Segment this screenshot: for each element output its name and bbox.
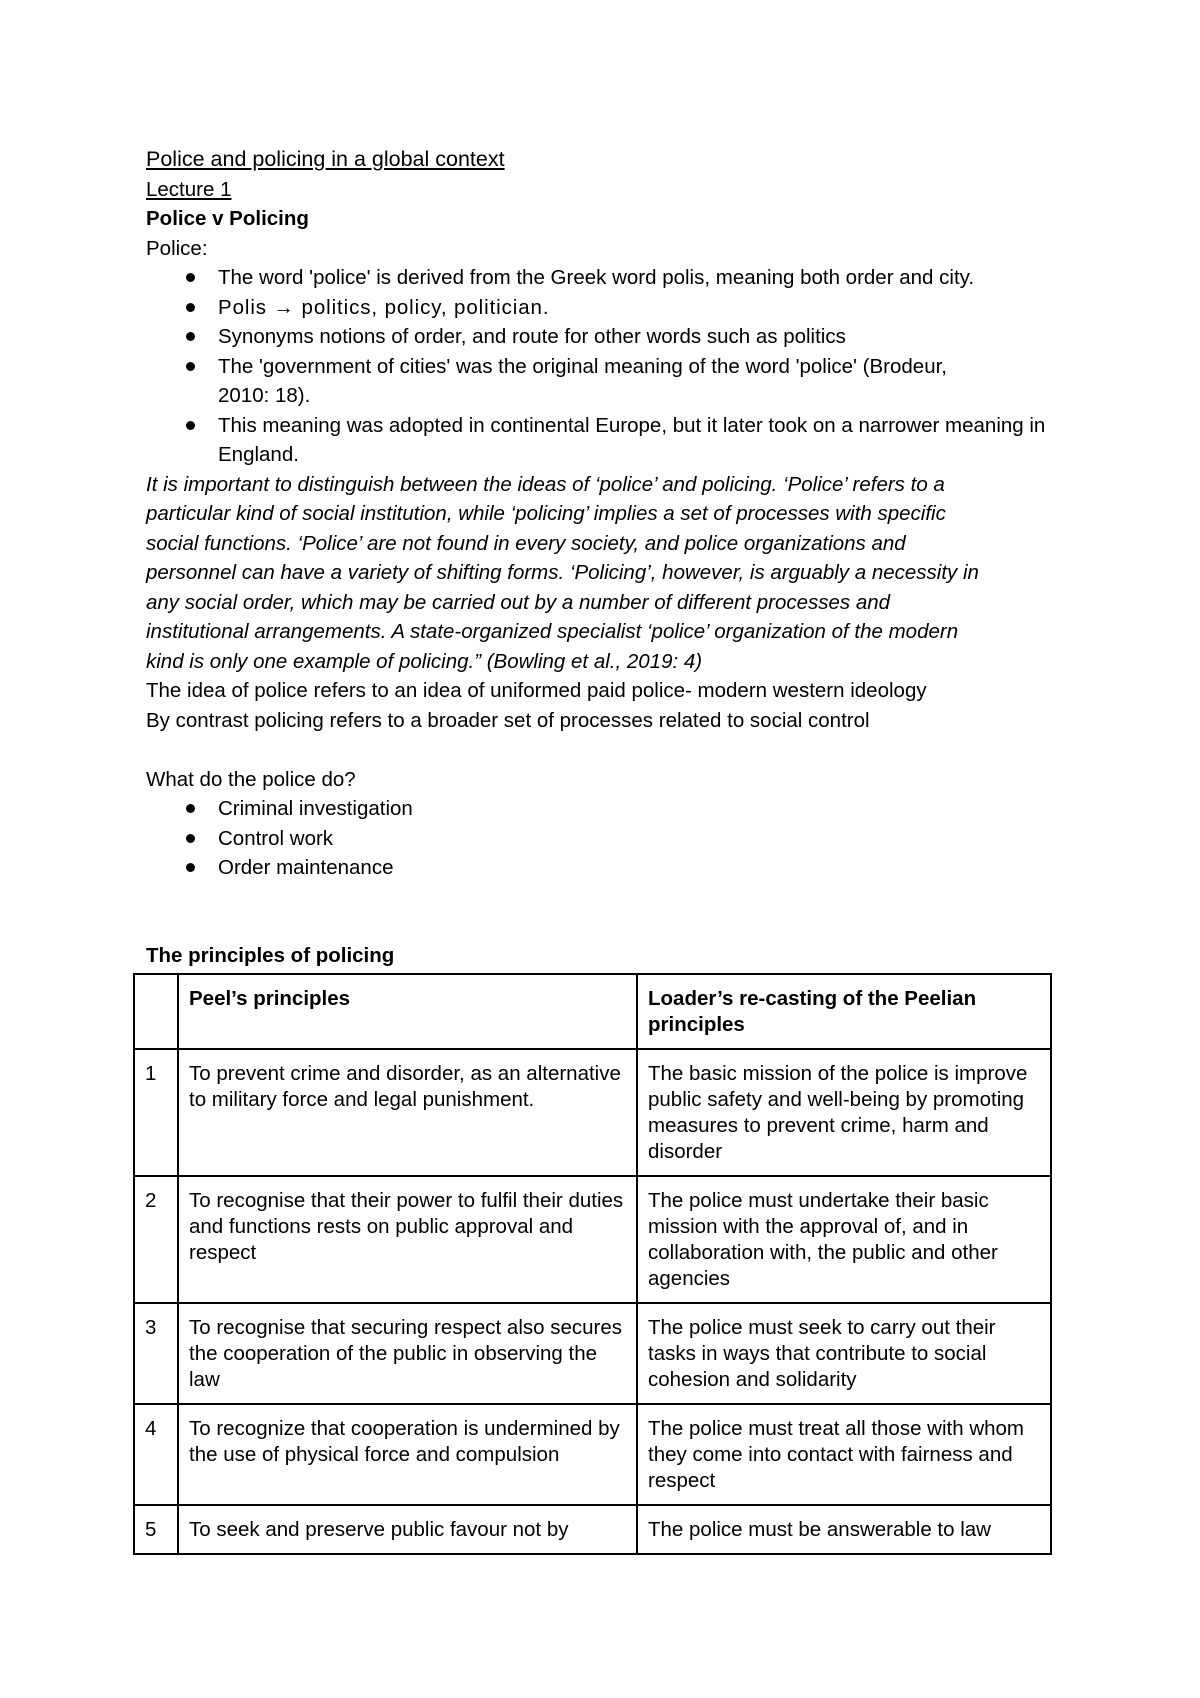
quote-line: institutional arrangements. A state-organized specialist ‘police’ organization of the modern <box>146 620 959 643</box>
police-subheading: Police: <box>146 236 208 260</box>
police-tasks-list <box>146 794 1066 883</box>
section-heading-police-v-policing: Police v Policing <box>146 207 309 230</box>
table-row <box>134 1505 1051 1554</box>
bullet-icon <box>186 303 195 312</box>
lecture-label: Lecture 1 <box>146 177 232 201</box>
bowling-quote <box>146 470 1066 677</box>
list-item: Synonyms notions of order, and route for other words such as politics <box>146 322 1066 352</box>
bullet-icon <box>186 863 195 872</box>
loader-principle-cell: The police must seek to carry out their tasks in ways that contribute to social cohesion and solidarity <box>637 1303 1051 1404</box>
row-number: 3 <box>134 1303 178 1404</box>
row-number: 2 <box>134 1176 178 1303</box>
quote-line: kind is only one example of policing.” (Bowling et al., 2019: 4) <box>146 649 703 673</box>
quote-line: social functions. ‘Police’ are not found in every society, and police organizations and <box>146 531 906 555</box>
list-item: Order maintenance <box>146 853 1066 883</box>
bullet-icon <box>186 362 195 371</box>
header-cell-loader: Loader’s re-casting of the Peelian principles <box>637 974 1051 1049</box>
table-row <box>134 1049 1051 1176</box>
list-item: Criminal investigation <box>146 794 1066 824</box>
quote-line: particular kind of social institution, while ‘policing’ implies a set of processes with specific <box>146 502 946 525</box>
table-header-row <box>134 974 1051 1049</box>
list-item: The 'government of cities' was the original meaning of the word 'police' (Brodeur, 2010: 18). <box>146 352 998 411</box>
quote-line: It is important to distinguish between the ideas of ‘police’ and policing. ‘Police’ refers to a <box>146 472 945 496</box>
document-title: Police and policing in a global context <box>146 147 505 171</box>
contrast-line: By contrast policing refers to a broader set of processes related to social control <box>146 708 870 732</box>
header-cell-peel: Peel’s principles <box>178 974 637 1049</box>
bullet-icon <box>186 421 195 430</box>
bullet-icon <box>186 834 195 843</box>
principles-table <box>133 973 1052 1555</box>
quote-line: any social order, which may be carried out by a number of different processes and <box>146 590 891 614</box>
row-number: 1 <box>134 1049 178 1176</box>
list-item: Control work <box>146 824 1066 854</box>
question-text: What do the police do? <box>146 767 356 791</box>
loader-principle-cell: The basic mission of the police is improve public safety and well-being by promoting measures to prevent crime, harm and disorder <box>637 1049 1051 1176</box>
row-number: 5 <box>134 1505 178 1554</box>
document-body <box>146 145 1066 990</box>
peel-principle-cell: To recognise that their power to fulfil their duties and functions rests on public approval and respect <box>178 1176 637 1303</box>
list-item: This meaning was adopted in continental Europe, but it later took on a narrower meaning in England. <box>146 411 1078 470</box>
table-row <box>134 1303 1051 1404</box>
loader-principle-cell: The police must undertake their basic mission with the approval of, and in collaboration with, the public and other agencies <box>637 1176 1051 1303</box>
blank-line <box>146 735 1066 765</box>
peel-principle-cell: To recognise that securing respect also secures the cooperation of the public in observing the law <box>178 1303 637 1404</box>
bullet-icon <box>186 273 195 282</box>
principles-heading: The principles of policing <box>146 943 395 967</box>
row-number: 4 <box>134 1404 178 1505</box>
loader-principle-cell: The police must treat all those with whom they come into contact with fairness and respect <box>637 1404 1051 1505</box>
table-row <box>134 1176 1051 1303</box>
list-item: The word 'police' is derived from the Greek word polis, meaning both order and city. <box>146 263 1066 293</box>
contrast-line: The idea of police refers to an idea of uniformed paid police- modern western ideology <box>146 679 927 702</box>
peel-principle-cell: To recognize that cooperation is undermined by the use of physical force and compulsion <box>178 1404 637 1505</box>
bullet-icon <box>186 332 195 341</box>
list-item: Polis → politics, policy, politician. <box>146 293 1066 323</box>
table-row <box>134 1404 1051 1505</box>
peel-principle-cell: To prevent crime and disorder, as an alternative to military force and legal punishment. <box>178 1049 637 1176</box>
peel-principle-cell: To seek and preserve public favour not by <box>178 1505 637 1554</box>
loader-principle-cell: The police must be answerable to law <box>637 1505 1051 1554</box>
bullet-icon <box>186 804 195 813</box>
quote-line: personnel can have a variety of shifting forms. ‘Policing’, however, is arguably a necessity in <box>146 561 979 584</box>
police-bullet-list <box>146 263 1066 470</box>
header-cell-number <box>134 974 178 1049</box>
